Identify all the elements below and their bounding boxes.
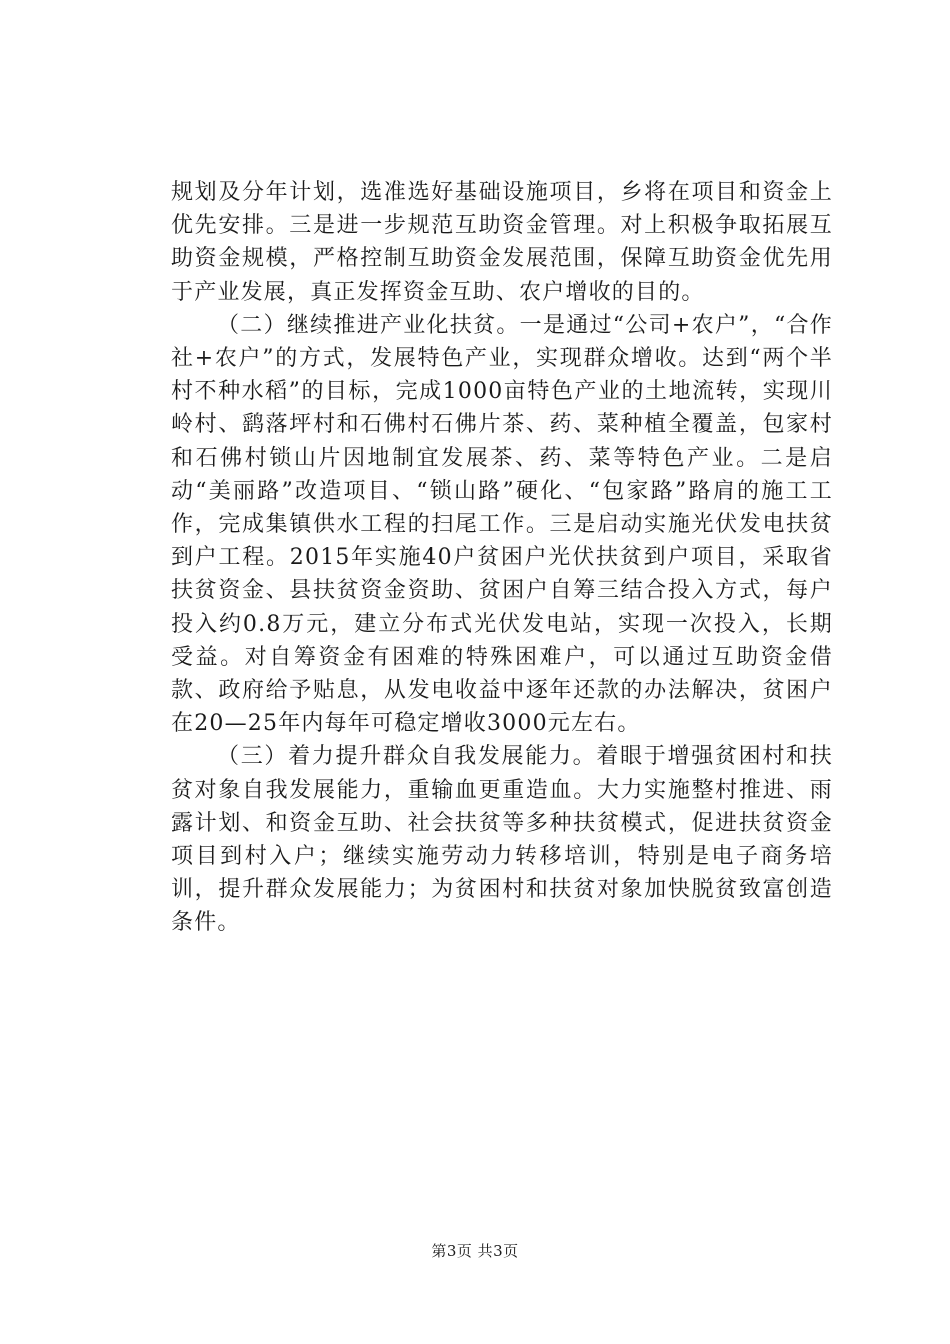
paragraph-continuation: 规划及分年计划，选准选好基础设施项目，乡将在项目和资金上优先安排。三是进一步规范互助资金管理。对上积极争取拓展互助资金规模，严格控制互助资金发展范围，保障互助资金优先用于产业发展，真正发挥资金互助、农户增收的目的。 — [171, 180, 833, 305]
document-body — [171, 176, 833, 940]
paragraph-self-development: （三）着力提升群众自我发展能力。着眼于增强贫困村和扶贫对象自我发展能力，重输血更重造血。大力实施整村推进、雨露计划、和资金互助、社会扶贫等多种扶贫模式，促进扶贫资金项目到村入户；继续实施劳动力转移培训，特别是电子商务培训，提升群众发展能力；为贫困村和扶贫对象加快脱贫致富创造条件。 — [171, 744, 833, 936]
paragraph-industrialization: （二）继续推进产业化扶贫。一是通过“公司+农户”，“合作社+农户”的方式，发展特色产业，实现群众增收。达到“两个半村不种水稻”的目标，完成1000亩特色产业的土地流转，实现川岭村、鹞落坪村和石佛村石佛片茶、药、菜种植全覆盖，包家村和石佛村锁山片因地制宜发展茶、药、菜等特色产业。二是启动“美丽路”改造项目、“锁山路”硬化、“包家路”路肩的施工工作，完成集镇供水工程的扫尾工作。三是启动实施光伏发电扶贫到户工程。2015年实施40户贫困户光伏扶贫到户项目，采取省扶贫资金、县扶贫资金资助、贫困户自筹三结合投入方式，每户投入约0.8万元，建立分布式光伏发电站，实现一次投入，长期受益。对自筹资金有困难的特殊困难户，可以通过互助资金借款、政府给予贴息，从发电收益中逐年还款的办法解决，贫困户在20—25年内每年可稳定增收3000元左右。 — [171, 312, 833, 737]
page-footer: 第3页 共3页 — [431, 1242, 519, 1260]
